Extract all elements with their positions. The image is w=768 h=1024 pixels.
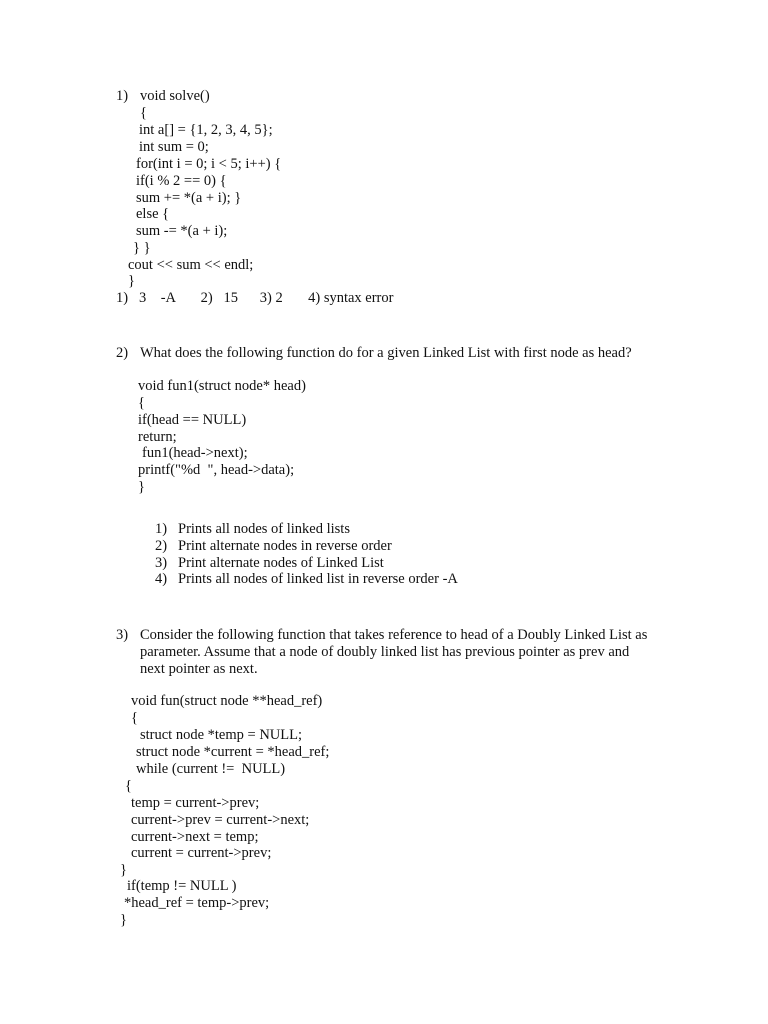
option-text: Prints all nodes of linked list in reverse order -A: [178, 571, 458, 587]
code-line: int sum = 0;: [139, 139, 209, 155]
code-line: while (current != NULL): [136, 761, 286, 777]
code-line: if(i % 2 == 0) {: [136, 173, 227, 189]
question-1-number: 1): [116, 88, 129, 104]
code-line: printf("%d ", head->data);: [138, 462, 295, 478]
code-line: }: [120, 912, 127, 928]
code-line: current = current->prev;: [131, 845, 272, 861]
code-line: } }: [133, 240, 151, 256]
code-line: return;: [138, 429, 177, 445]
question-1-options: 1) 3 -A 2) 15 3) 2 4) syntax error: [116, 290, 394, 306]
code-line: {: [138, 395, 145, 411]
code-line: {: [125, 778, 132, 794]
code-line: *head_ref = temp->prev;: [124, 895, 270, 911]
code-line: for(int i = 0; i < 5; i++) {: [136, 156, 282, 172]
option-number: 4): [155, 571, 168, 587]
option-text: Print alternate nodes in reverse order: [178, 538, 392, 554]
code-line: if(head == NULL): [138, 412, 247, 428]
code-line: current->prev = current->next;: [131, 812, 310, 828]
question-3-text: Consider the following function that takes reference to head of a Doubly Linked List as: [140, 627, 648, 643]
code-line: }: [120, 862, 127, 878]
code-line: {: [140, 105, 147, 121]
code-line: struct node *current = *head_ref;: [136, 744, 330, 760]
code-line: int a[] = {1, 2, 3, 4, 5};: [139, 122, 273, 138]
option-text: Prints all nodes of linked lists: [178, 521, 350, 537]
option-number: 2): [155, 538, 168, 554]
code-line: struct node *temp = NULL;: [140, 727, 303, 743]
question-3-number: 3): [116, 627, 129, 643]
code-line: current->next = temp;: [131, 829, 259, 845]
code-line: temp = current->prev;: [131, 795, 260, 811]
code-line: {: [131, 710, 138, 726]
code-line: else {: [136, 206, 170, 222]
code-line: cout << sum << endl;: [128, 257, 254, 273]
code-line: void fun(struct node **head_ref): [131, 693, 323, 709]
option-number: 3): [155, 555, 168, 571]
question-3-text: next pointer as next.: [140, 661, 258, 677]
code-line: void fun1(struct node* head): [138, 378, 306, 394]
option-text: Print alternate nodes of Linked List: [178, 555, 384, 571]
code-line: fun1(head->next);: [142, 445, 248, 461]
code-line: void solve(): [140, 88, 210, 104]
code-line: sum -= *(a + i);: [136, 223, 228, 239]
option-number: 1): [155, 521, 168, 537]
code-line: if(temp != NULL ): [127, 878, 237, 894]
code-line: sum += *(a + i); }: [136, 190, 242, 206]
code-line: }: [138, 479, 145, 495]
question-2-number: 2): [116, 345, 129, 361]
question-3-text: parameter. Assume that a node of doubly linked list has previous pointer as prev and: [140, 644, 630, 660]
question-2-text: What does the following function do for a given Linked List with first node as head?: [140, 345, 632, 361]
code-line: }: [128, 273, 135, 289]
